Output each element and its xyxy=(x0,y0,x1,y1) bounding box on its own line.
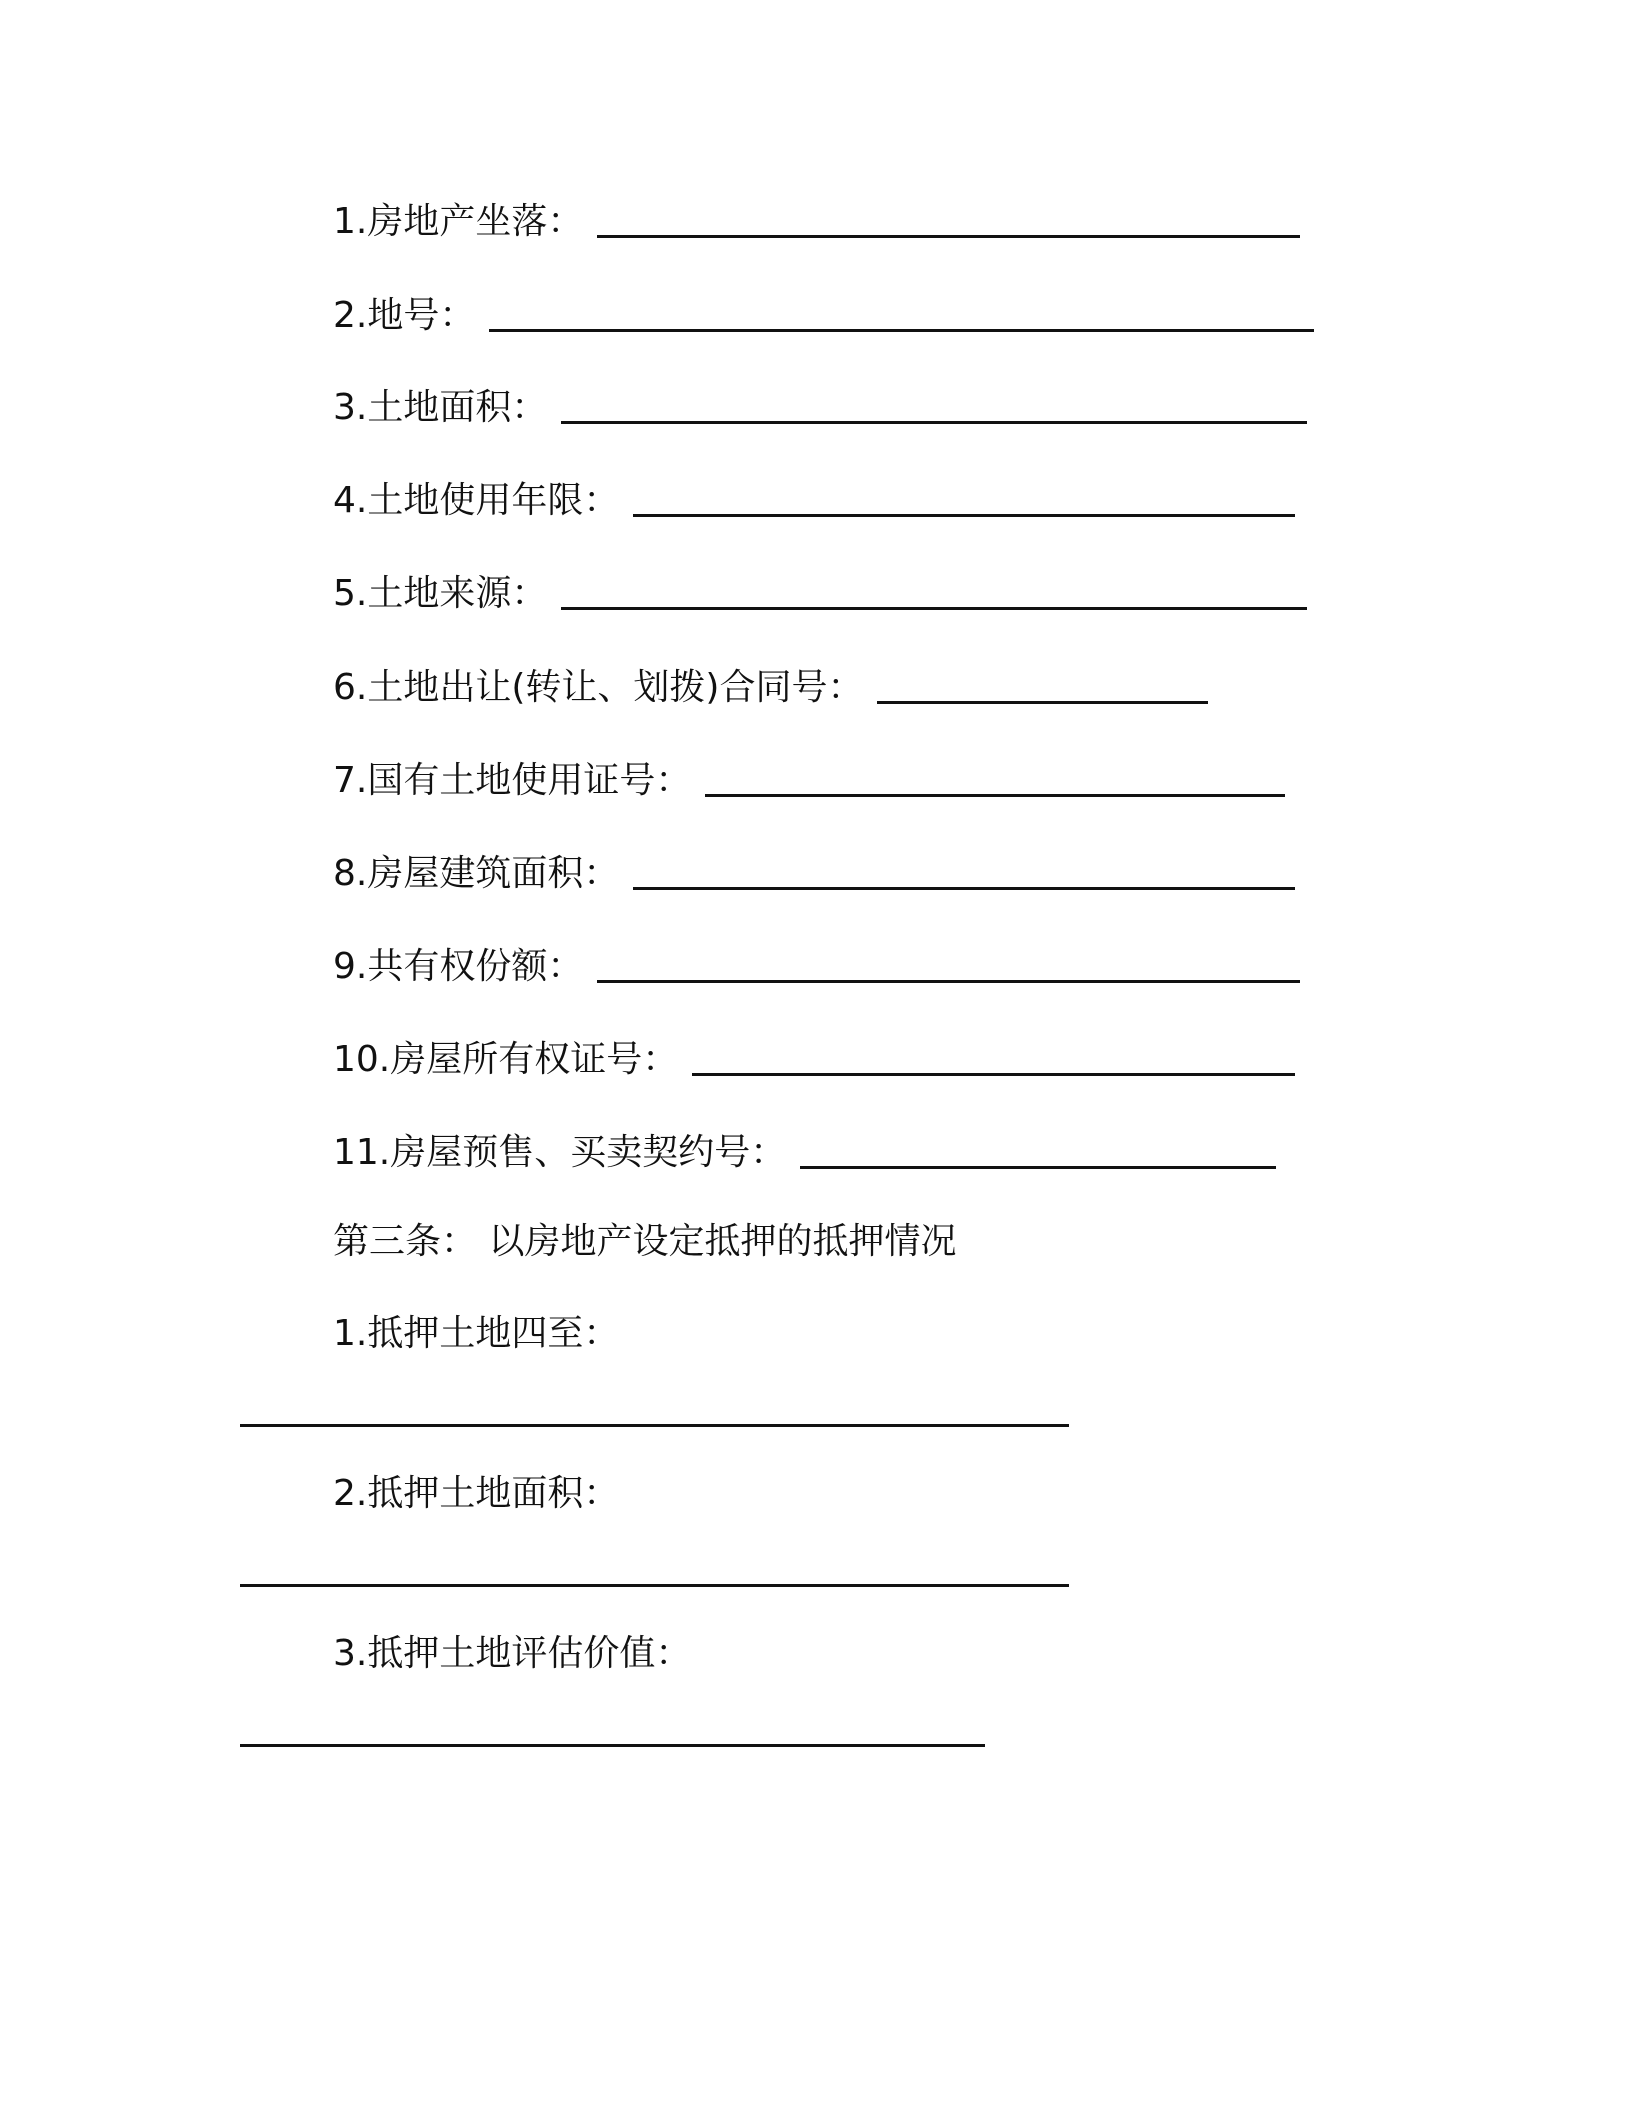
field-row-contract-number xyxy=(333,666,1208,710)
field-label: 10.房屋所有权证号： xyxy=(333,1039,679,1080)
field-row-presale-contract xyxy=(333,1131,1276,1175)
fill-in-blank[interactable] xyxy=(240,1424,1069,1427)
field-row-land-area xyxy=(333,386,1307,430)
fill-in-blank[interactable] xyxy=(692,1073,1295,1076)
fill-in-blank[interactable] xyxy=(633,887,1295,890)
field-label: 6.土地出让(转让、划拨)合同号： xyxy=(333,667,864,708)
field-label: 3.土地面积： xyxy=(333,387,548,428)
field-label: 5.土地来源： xyxy=(333,573,548,614)
field-label: 2.地号： xyxy=(333,295,476,336)
fill-in-blank[interactable] xyxy=(240,1744,985,1747)
mortgage-item-area xyxy=(333,1472,619,1516)
field-label: 4.土地使用年限： xyxy=(333,480,620,521)
fill-in-blank[interactable] xyxy=(705,794,1285,797)
field-row-location xyxy=(333,200,1300,244)
mortgage-item-label: 2.抵押土地面积： xyxy=(333,1473,620,1514)
field-label: 7.国有土地使用证号： xyxy=(333,760,692,801)
section-heading-text: 第三条： 以房地产设定抵押的抵押情况 xyxy=(333,1221,957,1262)
fill-in-blank[interactable] xyxy=(561,421,1307,424)
fill-in-blank[interactable] xyxy=(877,701,1208,704)
fill-in-blank[interactable] xyxy=(800,1166,1276,1169)
field-row-lot-number xyxy=(333,294,1314,338)
fill-in-blank[interactable] xyxy=(597,980,1300,983)
mortgage-item-label: 3.抵押土地评估价值： xyxy=(333,1633,692,1674)
field-row-ownership-certificate xyxy=(333,1038,1295,1082)
field-row-land-source xyxy=(333,572,1307,616)
field-row-co-ownership-share xyxy=(333,945,1300,989)
fill-in-blank[interactable] xyxy=(597,235,1300,238)
field-row-land-use-term xyxy=(333,479,1295,523)
mortgage-item-boundaries xyxy=(333,1312,619,1356)
fill-in-blank[interactable] xyxy=(561,607,1307,610)
field-label: 11.房屋预售、买卖契约号： xyxy=(333,1132,787,1173)
fill-in-blank[interactable] xyxy=(240,1584,1069,1587)
field-label: 9.共有权份额： xyxy=(333,946,584,987)
field-row-building-area xyxy=(333,852,1295,896)
field-row-land-certificate xyxy=(333,759,1285,803)
fill-in-blank[interactable] xyxy=(489,329,1314,332)
mortgage-item-valuation xyxy=(333,1632,691,1676)
mortgage-item-label: 1.抵押土地四至： xyxy=(333,1313,620,1354)
fill-in-blank[interactable] xyxy=(633,514,1295,517)
section-heading xyxy=(333,1220,956,1264)
field-label: 1.房地产坐落： xyxy=(333,201,584,242)
field-label: 8.房屋建筑面积： xyxy=(333,853,620,894)
